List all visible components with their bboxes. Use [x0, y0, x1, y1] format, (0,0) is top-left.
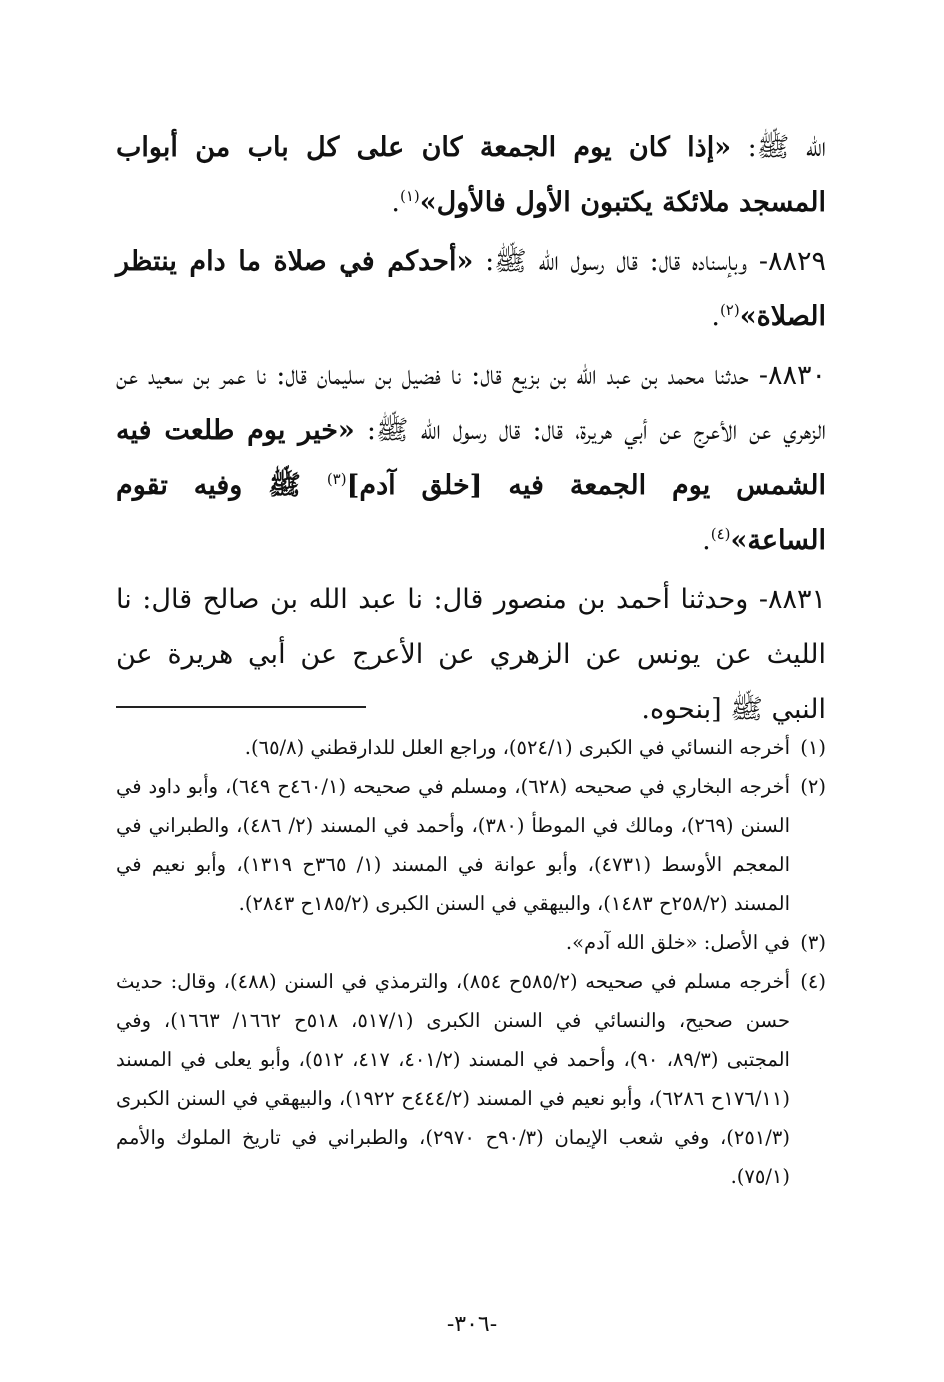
text-segment: ٨٨٣٠- حدثنا محمد بن عبد الله بن بزيع قال: نا فضيل بن سليمان قال: نا عمر بن سعيد عن الزهري عن الأعرج عن أبي هريرة، قال: قال رسول الله ﷺ:	[116, 360, 826, 446]
footnote	[116, 923, 826, 962]
footnote-text: في الأصل: «خلق الله آدم».	[565, 931, 790, 954]
footnote	[116, 728, 826, 767]
footnote-number: (٣)	[800, 931, 826, 954]
text-segment: .	[391, 187, 400, 218]
text-segment: الله ﷺ:	[731, 132, 826, 163]
text-segment: ٨٨٣١- وحدثنا أحمد بن منصور قال: نا عبد الله بن صالح قال: نا الليث عن يونس عن الزهري عن الأعرج عن أبي هريرة عن النبي ﷺ [بنحوه.	[116, 584, 826, 725]
footnote-divider	[116, 706, 366, 708]
paragraph	[116, 120, 826, 230]
footnote-text: أخرجه النسائي في الكبرى (٥٢٤/١)، وراجع العلل للدارقطني (٦٥/٨).	[244, 736, 790, 759]
footnote	[116, 767, 826, 923]
page-number: -٣٠٦-	[446, 1312, 498, 1337]
paragraph	[116, 234, 826, 344]
text-segment: .	[711, 301, 720, 332]
footnotes	[116, 728, 826, 1196]
footnote-number: (١)	[800, 736, 826, 759]
hadith-text: «إذا كان يوم الجمعة كان على كل باب من أبواب المسجد ملائكة يكتبون الأول فالأول»	[116, 132, 826, 218]
hadith-text: ﷺ وفيه تقوم الساعة»	[116, 470, 826, 556]
footnote-ref: (١)	[400, 187, 420, 205]
main-text	[116, 120, 826, 737]
footnote-number: (٢)	[800, 775, 826, 798]
hadith-text: «خير يوم طلعت فيه الشمس يوم الجمعة فيه [خلق آدم]	[116, 415, 826, 501]
footnote-ref: (٣)	[326, 470, 347, 488]
footnote-ref: (٤)	[710, 525, 731, 543]
footnote-text: أخرجه البخاري في صحيحه (٦٢٨)، ومسلم في صحيحه (٤٦٠/١ح ٦٤٩)، وأبو داود في السنن (٢٦٩)، ومالك في الموطأ (٣٨٠)، وأحمد في المسند (٢/ ٤٨٦)، والطبراني في المعجم الأوسط (٤٧٣١)، وأبو عوانة في المسند (١/ ٣٦٥ح ١٣١٩)، وأبو نعيم في المسند (٢٥٨/٢ح ١٤٨٣)، والبيهقي في السنن الكبرى (١٨٥/٢ح ٢٨٤٣).	[116, 775, 791, 915]
footnote-ref: (٢)	[719, 301, 740, 319]
paragraph	[116, 348, 826, 568]
footnote	[116, 962, 826, 1196]
footnote-number: (٤)	[800, 970, 826, 993]
text-segment: ٨٨٢٩- وبإسناده قال: قال رسول الله ﷺ:	[473, 246, 826, 277]
text-segment: .	[702, 525, 711, 556]
hadith-text: «أحدكم في صلاة ما دام ينتظر الصلاة»	[116, 246, 826, 332]
paragraph	[116, 572, 826, 737]
footnote-text: أخرجه مسلم في صحيحه (٥٨٥/٢ح ٨٥٤)، والترمذي في السنن (٤٨٨)، وقال: حديث حسن صحيح، والنسائي في السنن الكبرى (٥١٧/١، ٥١٨ح ١٦٦٢/ ١٦٦٣)، وفي المجتبى (٨٩/٣، ٩٠)، وأحمد في المسند (٤٠١/٢، ٤١٧، ٥١٢)، وأبو يعلى في المسند (١٧٦/١١ح ٦٢٨٦)، وأبو نعيم في المسند (٤٤٤/٢ح ١٩٢٢)، والبيهقي في السنن الكبرى (٢٥١/٣)، وفي شعب الإيمان (٩٠/٣ح ٢٩٧٠)، والطبراني في تاريخ الملوك والأمم (٧٥/١).	[116, 970, 790, 1188]
